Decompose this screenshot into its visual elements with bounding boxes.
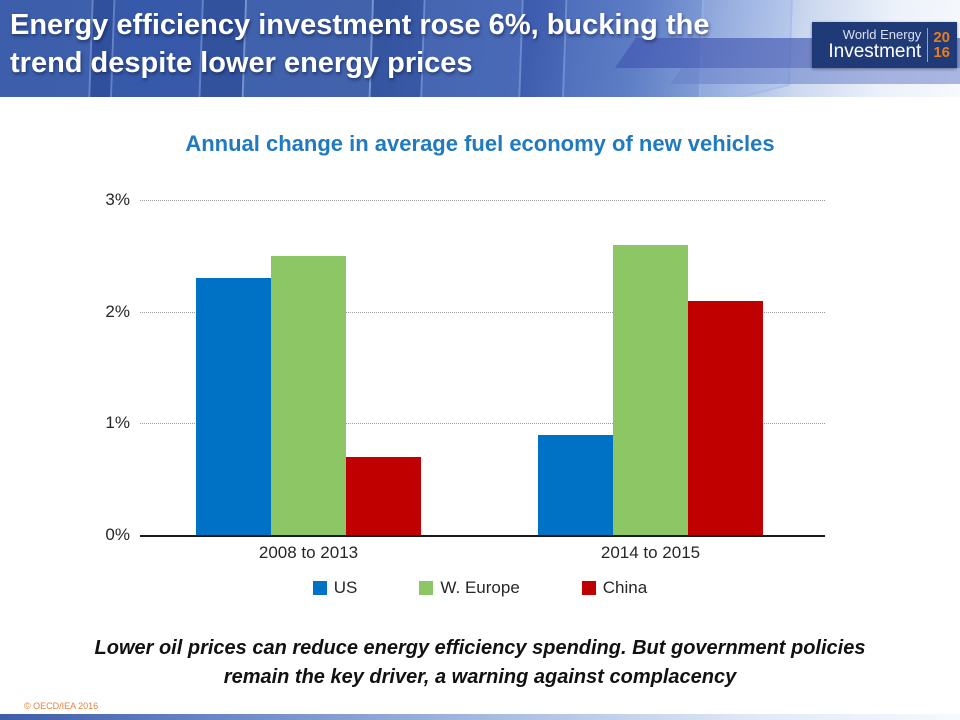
legend-item <box>419 578 519 598</box>
y-axis-tick: 3% <box>105 190 130 209</box>
logo-brand <box>828 28 927 62</box>
bar-china <box>688 301 763 536</box>
logo-year-bottom: 16 <box>933 44 950 61</box>
key-message-line1: Lower oil prices can reduce energy efficiency spending. But government policies <box>94 637 866 659</box>
bar-w-europe <box>271 256 346 535</box>
header-banner <box>0 0 960 97</box>
key-message <box>0 634 960 692</box>
chart-title: Annual change in average fuel economy of new vehicles <box>185 131 775 156</box>
y-axis-tick: 2% <box>105 301 130 321</box>
bar-group <box>196 200 421 535</box>
bar-us <box>196 278 271 535</box>
slide-title-line1: Energy efficiency investment rose 6%, bucking the <box>10 9 710 41</box>
slide-title <box>10 6 810 82</box>
legend-swatch-icon <box>582 581 596 595</box>
legend-item <box>313 578 358 598</box>
x-axis-label: 2014 to 2015 <box>600 543 701 562</box>
plot-area <box>105 190 825 562</box>
slide-title-line2: trend despite lower energy prices <box>10 47 473 79</box>
bar-group <box>538 200 763 535</box>
bottom-accent-strip <box>0 714 960 720</box>
logo-year <box>933 30 957 60</box>
logo-brand-bottom: Investment <box>828 40 922 62</box>
legend-label: US <box>333 578 358 597</box>
world-energy-investment-logo <box>812 22 957 68</box>
y-axis-tick: 1% <box>105 413 130 433</box>
legend-label: China <box>602 578 648 597</box>
x-axis-label: 2008 to 2013 <box>258 543 359 562</box>
y-axis-tick: 0% <box>105 525 130 544</box>
legend-label: W. Europe <box>440 578 520 597</box>
legend-swatch-icon <box>313 581 327 595</box>
copyright-text: © OECD/IEA 2016 <box>24 701 99 711</box>
bar-w-europe <box>613 245 688 535</box>
logo-brand-top: World Energy <box>842 27 922 43</box>
legend-item <box>582 578 647 598</box>
logo-separator <box>927 28 928 62</box>
logo-year-top: 20 <box>933 29 950 46</box>
bar-china <box>346 457 421 535</box>
bar-us <box>538 435 613 536</box>
chart-legend <box>0 578 960 598</box>
key-message-line2: remain the key driver, a warning against complacency <box>223 666 737 688</box>
legend-swatch-icon <box>419 581 433 595</box>
